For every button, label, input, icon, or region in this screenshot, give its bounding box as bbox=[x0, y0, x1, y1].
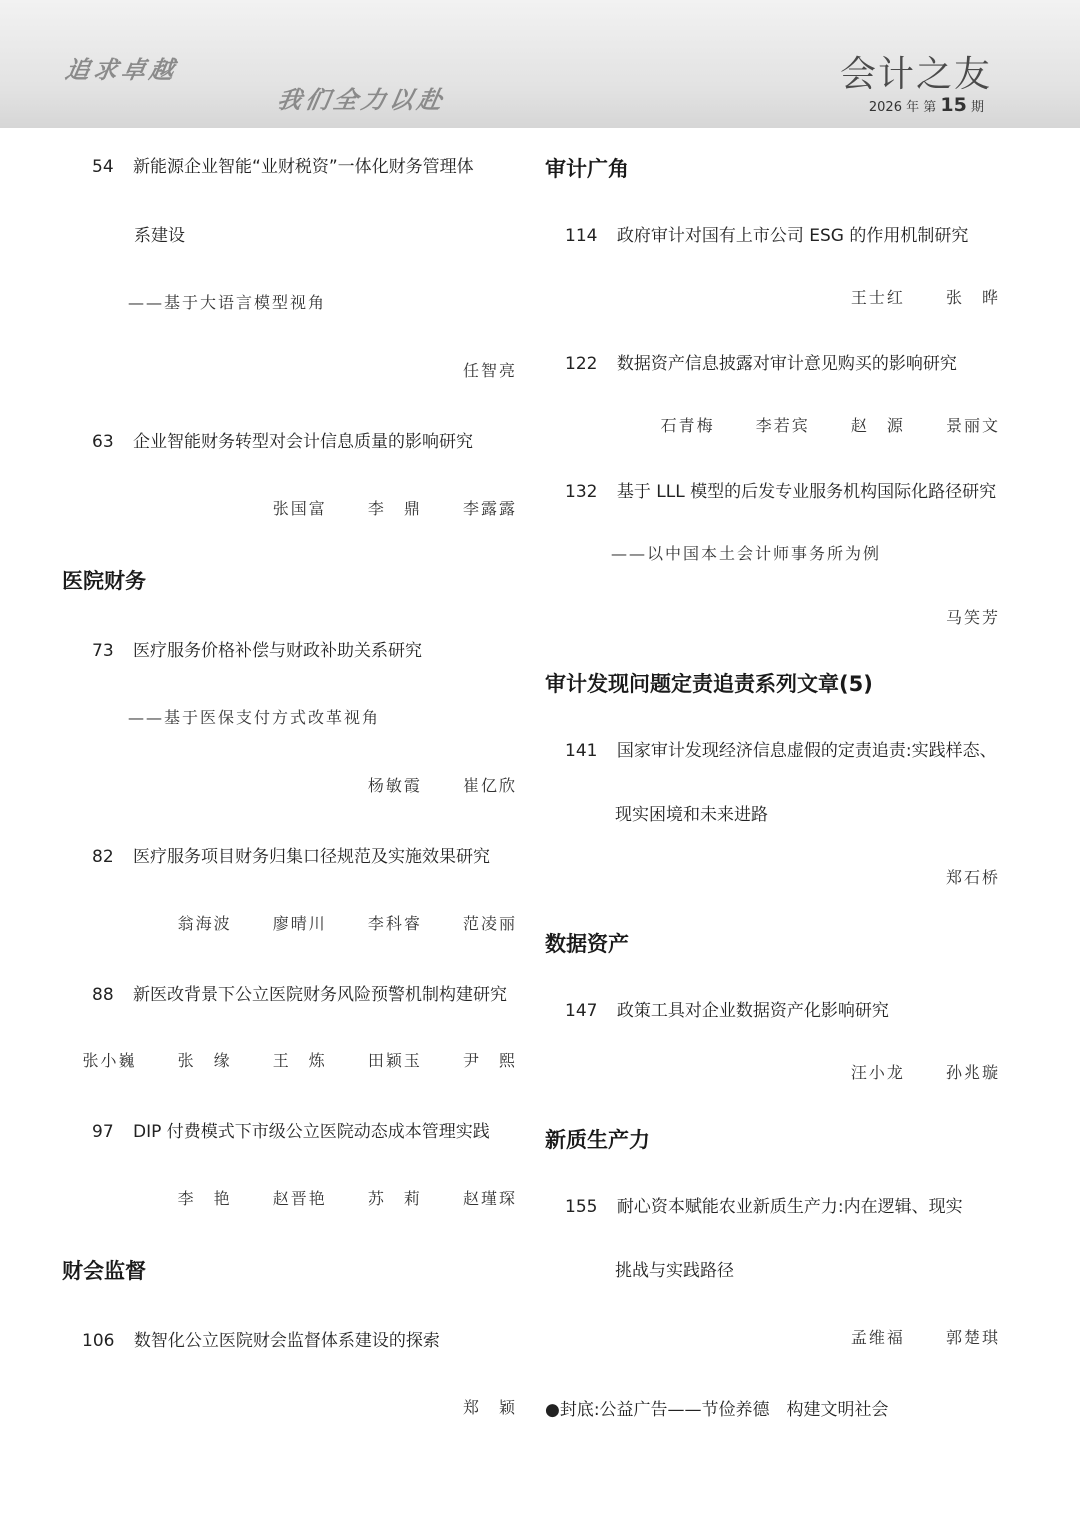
article-subtitle: ——以中国本土会计师事务所为例 bbox=[611, 544, 882, 563]
author: 孟维福 bbox=[850, 1328, 905, 1347]
toc-entry-title[interactable] bbox=[565, 349, 957, 374]
toc-entry-title[interactable] bbox=[92, 427, 473, 452]
article-authors bbox=[463, 1395, 517, 1418]
author: 廖晴川 bbox=[272, 914, 327, 933]
page-number: 63 bbox=[92, 432, 114, 452]
article-authors bbox=[851, 285, 1000, 308]
author: 李露露 bbox=[462, 499, 517, 518]
page-number: 114 bbox=[565, 226, 598, 246]
magazine-title: 会计之友 bbox=[839, 54, 992, 95]
article-title: 耐心资本赋能农业新质生产力:内在逻辑、现实 bbox=[616, 1197, 963, 1217]
page-number: 132 bbox=[565, 482, 598, 502]
author: 郑石桥 bbox=[945, 868, 1000, 887]
author: 郑 颖 bbox=[462, 1398, 517, 1417]
issue-year-suffix: 年 第 bbox=[906, 100, 937, 115]
article-authors bbox=[178, 1186, 517, 1209]
page-number: 73 bbox=[92, 641, 114, 661]
article-title: DIP 付费模式下市级公立医院动态成本管理实践 bbox=[133, 1122, 490, 1142]
author: 王士红 bbox=[850, 288, 905, 307]
author: 苏 莉 bbox=[367, 1189, 422, 1208]
article-authors bbox=[661, 413, 1000, 436]
author: 李 鼎 bbox=[367, 499, 422, 518]
article-title: 医疗服务项目财务归集口径规范及实施效果研究 bbox=[133, 847, 491, 867]
page-number: 97 bbox=[92, 1122, 114, 1142]
toc-entry-title[interactable] bbox=[92, 636, 422, 661]
article-title: 数智化公立医院财会监督体系建设的探索 bbox=[133, 1331, 440, 1351]
slogan-line-2: 我们全力以赴 bbox=[275, 85, 449, 114]
toc-entry-title[interactable] bbox=[565, 221, 968, 246]
author: 田颖玉 bbox=[367, 1051, 422, 1070]
article-title: 医疗服务价格补偿与财政补助关系研究 bbox=[133, 641, 423, 661]
page-number: 54 bbox=[92, 157, 114, 177]
issue-suffix: 期 bbox=[970, 100, 984, 115]
author: 石青梅 bbox=[660, 416, 715, 435]
article-subtitle: ——基于医保支付方式改革视角 bbox=[128, 708, 381, 727]
article-title: 新能源企业智能“业财税资”一体化财务管理体 bbox=[133, 157, 474, 177]
page-header bbox=[0, 0, 1080, 128]
page-number: 88 bbox=[92, 985, 114, 1005]
author: 赵晋艳 bbox=[272, 1189, 327, 1208]
section-title: 数据资产 bbox=[545, 932, 629, 956]
author: 张国富 bbox=[272, 499, 327, 518]
article-authors bbox=[368, 773, 517, 796]
toc-entry-title[interactable] bbox=[565, 996, 889, 1021]
author: 马笑芳 bbox=[945, 608, 1000, 627]
page-number: 147 bbox=[565, 1001, 598, 1021]
article-title-cont: 系建设 bbox=[134, 226, 185, 246]
back-cover-note: ●封底:公益广告——节俭养德 构建文明社会 bbox=[545, 1400, 889, 1420]
author: 尹 熙 bbox=[462, 1051, 517, 1070]
article-subtitle: ——基于大语言模型视角 bbox=[128, 293, 327, 312]
article-title: 政府审计对国有上市公司 ESG 的作用机制研究 bbox=[616, 226, 969, 246]
toc-entry-title[interactable] bbox=[92, 152, 474, 177]
page-number: 122 bbox=[565, 354, 598, 374]
article-authors bbox=[851, 1325, 1000, 1348]
author: 任智亮 bbox=[462, 361, 517, 380]
page-number: 155 bbox=[565, 1197, 598, 1217]
author: 张 晔 bbox=[945, 288, 1000, 307]
author: 崔亿欣 bbox=[462, 776, 517, 795]
toc-entry-title[interactable] bbox=[565, 477, 996, 502]
article-authors bbox=[273, 496, 517, 519]
toc-entry-title[interactable] bbox=[565, 736, 997, 761]
author: 张 缘 bbox=[177, 1051, 232, 1070]
author: 李科睿 bbox=[367, 914, 422, 933]
article-authors bbox=[851, 1060, 1000, 1083]
article-authors bbox=[178, 911, 517, 934]
author: 李若宾 bbox=[755, 416, 810, 435]
article-title: 数据资产信息披露对审计意见购买的影响研究 bbox=[616, 354, 957, 374]
author: 杨敏霞 bbox=[367, 776, 422, 795]
article-title: 政策工具对企业数据资产化影响研究 bbox=[616, 1001, 889, 1021]
toc-entry-title[interactable] bbox=[92, 1117, 490, 1142]
page-number: 82 bbox=[92, 847, 114, 867]
author: 赵 源 bbox=[850, 416, 905, 435]
article-title-cont: 挑战与实践路径 bbox=[615, 1261, 734, 1281]
author: 景丽文 bbox=[945, 416, 1000, 435]
author: 范凌丽 bbox=[462, 914, 517, 933]
slogan-line-1: 追求卓越 bbox=[63, 55, 181, 84]
author: 赵瑾琛 bbox=[462, 1189, 517, 1208]
page-number: 106 bbox=[82, 1331, 115, 1351]
author: 王 炼 bbox=[272, 1051, 327, 1070]
article-title: 基于 LLL 模型的后发专业服务机构国际化路径研究 bbox=[616, 482, 997, 502]
section-title: 审计广角 bbox=[545, 157, 629, 181]
article-title-cont: 现实困境和未来进路 bbox=[615, 805, 768, 825]
section-title: 医院财务 bbox=[62, 569, 146, 593]
author: 郭楚琪 bbox=[945, 1328, 1000, 1347]
author: 汪小龙 bbox=[850, 1063, 905, 1082]
issue-info bbox=[869, 94, 984, 116]
article-authors bbox=[946, 605, 1000, 628]
article-authors bbox=[463, 358, 517, 381]
author: 张小巍 bbox=[82, 1051, 137, 1070]
toc-entry-title[interactable] bbox=[82, 1326, 440, 1351]
article-authors bbox=[946, 865, 1000, 888]
page-number: 141 bbox=[565, 741, 598, 761]
author: 李 艳 bbox=[177, 1189, 232, 1208]
article-title: 新医改背景下公立医院财务风险预警机制构建研究 bbox=[133, 985, 508, 1005]
issue-number: 15 bbox=[940, 94, 967, 116]
toc-entry-title[interactable] bbox=[92, 842, 490, 867]
author: 孙兆璇 bbox=[945, 1063, 1000, 1082]
article-authors bbox=[83, 1048, 517, 1071]
article-title: 企业智能财务转型对会计信息质量的影响研究 bbox=[133, 432, 474, 452]
section-title: 财会监督 bbox=[62, 1259, 146, 1283]
section-title: 审计发现问题定责追责系列文章(5) bbox=[545, 672, 873, 696]
section-title: 新质生产力 bbox=[545, 1128, 650, 1152]
author: 翁海波 bbox=[177, 914, 232, 933]
article-title: 国家审计发现经济信息虚假的定责追责:实践样态、 bbox=[616, 741, 997, 761]
toc-entry-title[interactable] bbox=[92, 980, 507, 1005]
toc-entry-title[interactable] bbox=[565, 1192, 963, 1217]
issue-year: 2026 bbox=[868, 100, 902, 115]
